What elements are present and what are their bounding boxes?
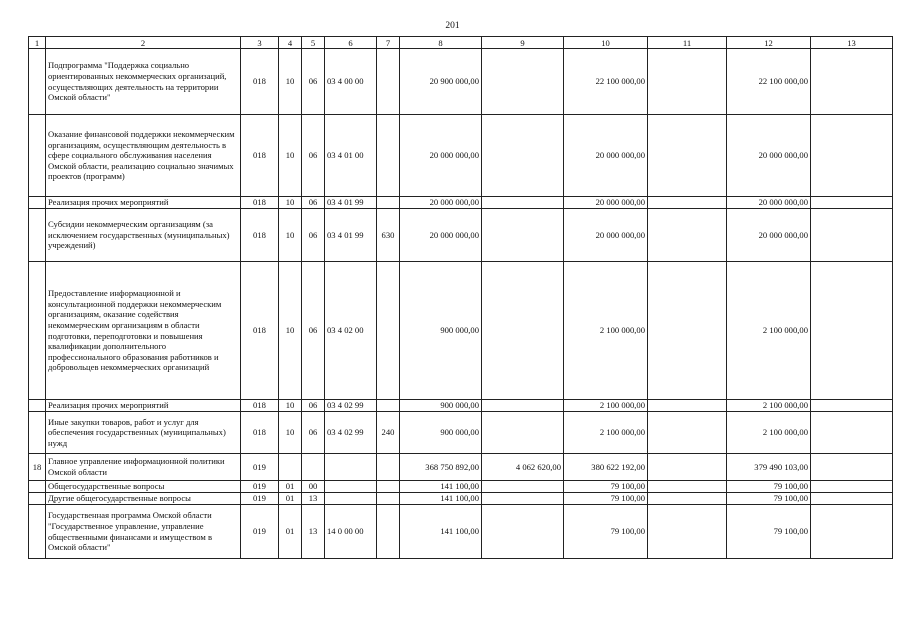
- amount-col-12: 20 000 000,00: [727, 209, 811, 262]
- subsection-code: 06: [302, 115, 325, 197]
- row-number: [29, 400, 46, 412]
- amount-col-12: 379 490 103,00: [727, 454, 811, 481]
- amount-col-8: 141 100,00: [400, 493, 482, 505]
- amount-col-9: [482, 493, 564, 505]
- amount-col-8: 20 000 000,00: [400, 115, 482, 197]
- amount-col-9: [482, 505, 564, 559]
- amount-col-11: [648, 400, 727, 412]
- row-number: [29, 115, 46, 197]
- row-number: [29, 493, 46, 505]
- amount-col-9: [482, 481, 564, 493]
- column-header: 1: [29, 37, 46, 49]
- ministry-code: 018: [241, 400, 279, 412]
- section-code: 10: [279, 49, 302, 115]
- subsection-code: 06: [302, 49, 325, 115]
- subsection-code: 06: [302, 197, 325, 209]
- amount-col-8: 368 750 892,00: [400, 454, 482, 481]
- amount-col-10: 20 000 000,00: [564, 209, 648, 262]
- amount-col-9: [482, 262, 564, 400]
- column-header: 10: [564, 37, 648, 49]
- subsection-code: 13: [302, 505, 325, 559]
- target-article-code: 03 4 01 99: [325, 209, 377, 262]
- expense-type-code: 630: [377, 209, 400, 262]
- target-article-code: [325, 454, 377, 481]
- section-code: [279, 454, 302, 481]
- column-header: 3: [241, 37, 279, 49]
- amount-col-11: [648, 505, 727, 559]
- row-number: [29, 412, 46, 454]
- row-number: [29, 481, 46, 493]
- amount-col-9: [482, 197, 564, 209]
- ministry-code: 018: [241, 262, 279, 400]
- amount-col-11: [648, 49, 727, 115]
- table-row: [29, 493, 893, 505]
- ministry-code: 018: [241, 412, 279, 454]
- amount-col-12: 20 000 000,00: [727, 197, 811, 209]
- amount-col-11: [648, 493, 727, 505]
- column-header: 4: [279, 37, 302, 49]
- row-number: [29, 209, 46, 262]
- expense-type-code: [377, 493, 400, 505]
- table-row: [29, 400, 893, 412]
- amount-col-10: 79 100,00: [564, 481, 648, 493]
- subsection-code: [302, 454, 325, 481]
- amount-col-10: 79 100,00: [564, 505, 648, 559]
- amount-col-9: [482, 209, 564, 262]
- item-name: Главное управление информационной политики Омской области: [46, 454, 241, 481]
- row-number: [29, 197, 46, 209]
- ministry-code: 019: [241, 493, 279, 505]
- amount-col-10: 20 000 000,00: [564, 115, 648, 197]
- table-row: [29, 454, 893, 481]
- item-name: Иные закупки товаров, работ и услуг для обеспечения государственных (муниципальных) нужд: [46, 412, 241, 454]
- amount-col-11: [648, 481, 727, 493]
- expense-type-code: [377, 197, 400, 209]
- expense-type-code: [377, 262, 400, 400]
- amount-col-13: [811, 481, 893, 493]
- section-code: 10: [279, 115, 302, 197]
- ministry-code: 019: [241, 505, 279, 559]
- target-article-code: [325, 481, 377, 493]
- section-code: 10: [279, 400, 302, 412]
- budget-table: [28, 36, 893, 559]
- amount-col-11: [648, 115, 727, 197]
- amount-col-13: [811, 505, 893, 559]
- amount-col-10: 2 100 000,00: [564, 412, 648, 454]
- subsection-code: 06: [302, 262, 325, 400]
- column-header: 6: [325, 37, 377, 49]
- column-header: 11: [648, 37, 727, 49]
- column-header: 5: [302, 37, 325, 49]
- table-row: [29, 197, 893, 209]
- amount-col-13: [811, 412, 893, 454]
- amount-col-10: 22 100 000,00: [564, 49, 648, 115]
- column-header: 9: [482, 37, 564, 49]
- amount-col-13: [811, 197, 893, 209]
- expense-type-code: [377, 454, 400, 481]
- ministry-code: 019: [241, 454, 279, 481]
- ministry-code: 018: [241, 197, 279, 209]
- item-name: Другие общегосударственные вопросы: [46, 493, 241, 505]
- section-code: 10: [279, 197, 302, 209]
- column-header: 2: [46, 37, 241, 49]
- item-name: Общегосударственные вопросы: [46, 481, 241, 493]
- column-header: 12: [727, 37, 811, 49]
- amount-col-10: 2 100 000,00: [564, 400, 648, 412]
- ministry-code: 019: [241, 481, 279, 493]
- amount-col-10: 380 622 192,00: [564, 454, 648, 481]
- target-article-code: [325, 493, 377, 505]
- section-code: 10: [279, 209, 302, 262]
- amount-col-13: [811, 454, 893, 481]
- amount-col-8: 20 900 000,00: [400, 49, 482, 115]
- amount-col-12: 22 100 000,00: [727, 49, 811, 115]
- column-header: 13: [811, 37, 893, 49]
- subsection-code: 06: [302, 209, 325, 262]
- row-number: [29, 505, 46, 559]
- target-article-code: 03 4 02 99: [325, 400, 377, 412]
- amount-col-12: 2 100 000,00: [727, 262, 811, 400]
- table-row: [29, 209, 893, 262]
- section-code: 10: [279, 262, 302, 400]
- amount-col-9: [482, 115, 564, 197]
- target-article-code: 03 4 02 00: [325, 262, 377, 400]
- expense-type-code: [377, 115, 400, 197]
- item-name: Подпрограмма "Поддержка социально ориентированных некоммерческих организаций, осуществляющих деятельность на территории Омской области": [46, 49, 241, 115]
- item-name: Государственная программа Омской области "Государственное управление, управление общественными финансами и имуществом в Омской области": [46, 505, 241, 559]
- table-row: [29, 412, 893, 454]
- expense-type-code: 240: [377, 412, 400, 454]
- amount-col-11: [648, 262, 727, 400]
- amount-col-12: 79 100,00: [727, 481, 811, 493]
- amount-col-9: [482, 49, 564, 115]
- amount-col-13: [811, 493, 893, 505]
- ministry-code: 018: [241, 209, 279, 262]
- target-article-code: 03 4 00 00: [325, 49, 377, 115]
- amount-col-9: [482, 400, 564, 412]
- item-name: Реализация прочих мероприятий: [46, 197, 241, 209]
- amount-col-9: [482, 412, 564, 454]
- amount-col-13: [811, 209, 893, 262]
- column-header: 7: [377, 37, 400, 49]
- item-name: Субсидии некоммерческим организациям (за исключением государственных (муниципальных) учреждений): [46, 209, 241, 262]
- subsection-code: 00: [302, 481, 325, 493]
- subsection-code: 06: [302, 400, 325, 412]
- expense-type-code: [377, 481, 400, 493]
- amount-col-12: 2 100 000,00: [727, 412, 811, 454]
- amount-col-11: [648, 197, 727, 209]
- subsection-code: 13: [302, 493, 325, 505]
- amount-col-11: [648, 412, 727, 454]
- amount-col-13: [811, 115, 893, 197]
- table-row: [29, 115, 893, 197]
- row-number: [29, 262, 46, 400]
- item-name: Предоставление информационной и консультационной поддержки некоммерческим организациям, оказание содействия некоммерческим организациям в области подготовки, переподготовки и повышения квалификации дополнительного профессионального образования работников и добровольцев некоммерческих организаций: [46, 262, 241, 400]
- column-number-row: [29, 37, 893, 49]
- amount-col-8: 900 000,00: [400, 400, 482, 412]
- amount-col-13: [811, 262, 893, 400]
- expense-type-code: [377, 49, 400, 115]
- table-row: [29, 505, 893, 559]
- amount-col-8: 900 000,00: [400, 412, 482, 454]
- amount-col-8: 20 000 000,00: [400, 197, 482, 209]
- target-article-code: 03 4 02 99: [325, 412, 377, 454]
- row-number: 18: [29, 454, 46, 481]
- ministry-code: 018: [241, 49, 279, 115]
- section-code: 10: [279, 412, 302, 454]
- page-number: 201: [445, 21, 460, 31]
- amount-col-8: 141 100,00: [400, 505, 482, 559]
- row-number: [29, 49, 46, 115]
- section-code: 01: [279, 505, 302, 559]
- item-name: Оказание финансовой поддержки некоммерческим организациям, осуществляющим деятельность в сфере социального обслуживания населения Омской области, реализацию социально значимых проектов (программ): [46, 115, 241, 197]
- table-row: [29, 481, 893, 493]
- amount-col-12: 2 100 000,00: [727, 400, 811, 412]
- expense-type-code: [377, 505, 400, 559]
- amount-col-8: 900 000,00: [400, 262, 482, 400]
- amount-col-12: 20 000 000,00: [727, 115, 811, 197]
- section-code: 01: [279, 493, 302, 505]
- amount-col-10: 79 100,00: [564, 493, 648, 505]
- amount-col-11: [648, 454, 727, 481]
- amount-col-12: 79 100,00: [727, 493, 811, 505]
- table-row: [29, 49, 893, 115]
- amount-col-10: 20 000 000,00: [564, 197, 648, 209]
- target-article-code: 14 0 00 00: [325, 505, 377, 559]
- table-row: [29, 262, 893, 400]
- amount-col-12: 79 100,00: [727, 505, 811, 559]
- column-header: 8: [400, 37, 482, 49]
- expense-type-code: [377, 400, 400, 412]
- amount-col-8: 20 000 000,00: [400, 209, 482, 262]
- amount-col-10: 2 100 000,00: [564, 262, 648, 400]
- item-name: Реализация прочих мероприятий: [46, 400, 241, 412]
- amount-col-13: [811, 49, 893, 115]
- ministry-code: 018: [241, 115, 279, 197]
- subsection-code: 06: [302, 412, 325, 454]
- target-article-code: 03 4 01 00: [325, 115, 377, 197]
- amount-col-9: 4 062 620,00: [482, 454, 564, 481]
- amount-col-8: 141 100,00: [400, 481, 482, 493]
- target-article-code: 03 4 01 99: [325, 197, 377, 209]
- amount-col-11: [648, 209, 727, 262]
- section-code: 01: [279, 481, 302, 493]
- amount-col-13: [811, 400, 893, 412]
